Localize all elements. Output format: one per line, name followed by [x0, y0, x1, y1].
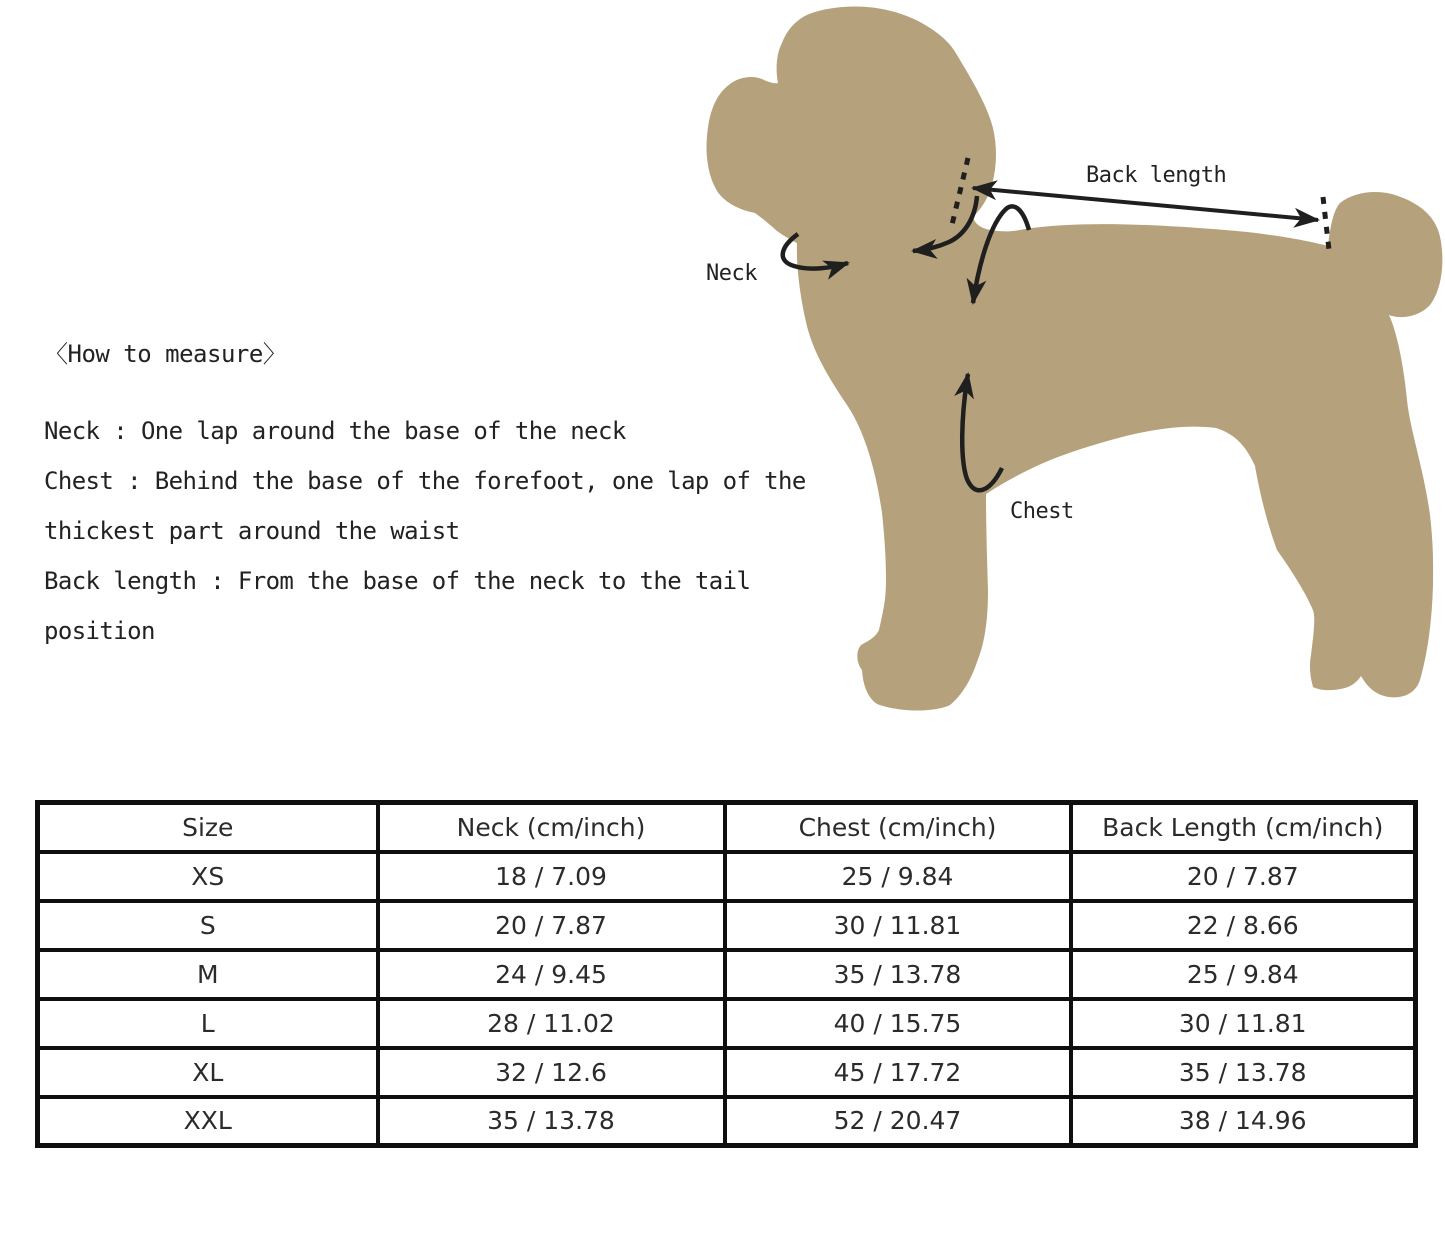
chest-cell: 40 / 15.75: [725, 999, 1071, 1048]
back-length-cell: 20 / 7.87: [1071, 852, 1416, 901]
table-row-m: [38, 950, 1416, 999]
size-chart-table: [35, 800, 1418, 1148]
table-row-l: [38, 999, 1416, 1048]
chest-cell: 30 / 11.81: [725, 901, 1071, 950]
instruction-line-neck: Neck : One lap around the base of the neck: [44, 417, 626, 445]
size-cell: L: [38, 999, 378, 1048]
dog-silhouette: [707, 7, 1443, 711]
neck-cell: 24 / 9.45: [378, 950, 725, 999]
instruction-line-chest-cont: thickest part around the waist: [44, 517, 460, 545]
size-cell: M: [38, 950, 378, 999]
neck-cell: 18 / 7.09: [378, 852, 725, 901]
table-row-xs: [38, 852, 1416, 901]
instruction-line-back-length: Back length : From the base of the neck to the tail: [44, 567, 751, 595]
back-length-label: Back length: [1086, 163, 1227, 188]
table-header-row: [38, 803, 1416, 852]
neck-cell: 28 / 11.02: [378, 999, 725, 1048]
chest-cell: 25 / 9.84: [725, 852, 1071, 901]
size-cell: XS: [38, 852, 378, 901]
neck-label: Neck: [706, 261, 757, 286]
how-to-measure-instructions: [44, 406, 806, 656]
neck-cell: 32 / 12.6: [378, 1048, 725, 1097]
chest-cell: 52 / 20.47: [725, 1097, 1071, 1146]
how-to-measure-title: 〈How to measure〉: [44, 340, 287, 368]
column-header-neck: Neck (cm/inch): [378, 803, 725, 852]
tail-base-dashed-line: [1323, 197, 1329, 250]
chest-label: Chest: [1010, 499, 1074, 524]
chest-cell: 45 / 17.72: [725, 1048, 1071, 1097]
column-header-chest: Chest (cm/inch): [725, 803, 1071, 852]
instruction-line-back-length-cont: position: [44, 617, 155, 645]
back-length-cell: 35 / 13.78: [1071, 1048, 1416, 1097]
table-row-xl: [38, 1048, 1416, 1097]
table-row-s: [38, 901, 1416, 950]
table-row-xxl: [38, 1097, 1416, 1146]
back-length-cell: 38 / 14.96: [1071, 1097, 1416, 1146]
column-header-size: Size: [38, 803, 378, 852]
chest-cell: 35 / 13.78: [725, 950, 1071, 999]
instruction-line-chest: Chest : Behind the base of the forefoot, one lap of the: [44, 467, 806, 495]
size-cell: S: [38, 901, 378, 950]
back-length-cell: 22 / 8.66: [1071, 901, 1416, 950]
back-length-cell: 25 / 9.84: [1071, 950, 1416, 999]
neck-cell: 35 / 13.78: [378, 1097, 725, 1146]
back-length-cell: 30 / 11.81: [1071, 999, 1416, 1048]
neck-cell: 20 / 7.87: [378, 901, 725, 950]
size-cell: XXL: [38, 1097, 378, 1146]
column-header-back-length: Back Length (cm/inch): [1071, 803, 1416, 852]
size-cell: XL: [38, 1048, 378, 1097]
